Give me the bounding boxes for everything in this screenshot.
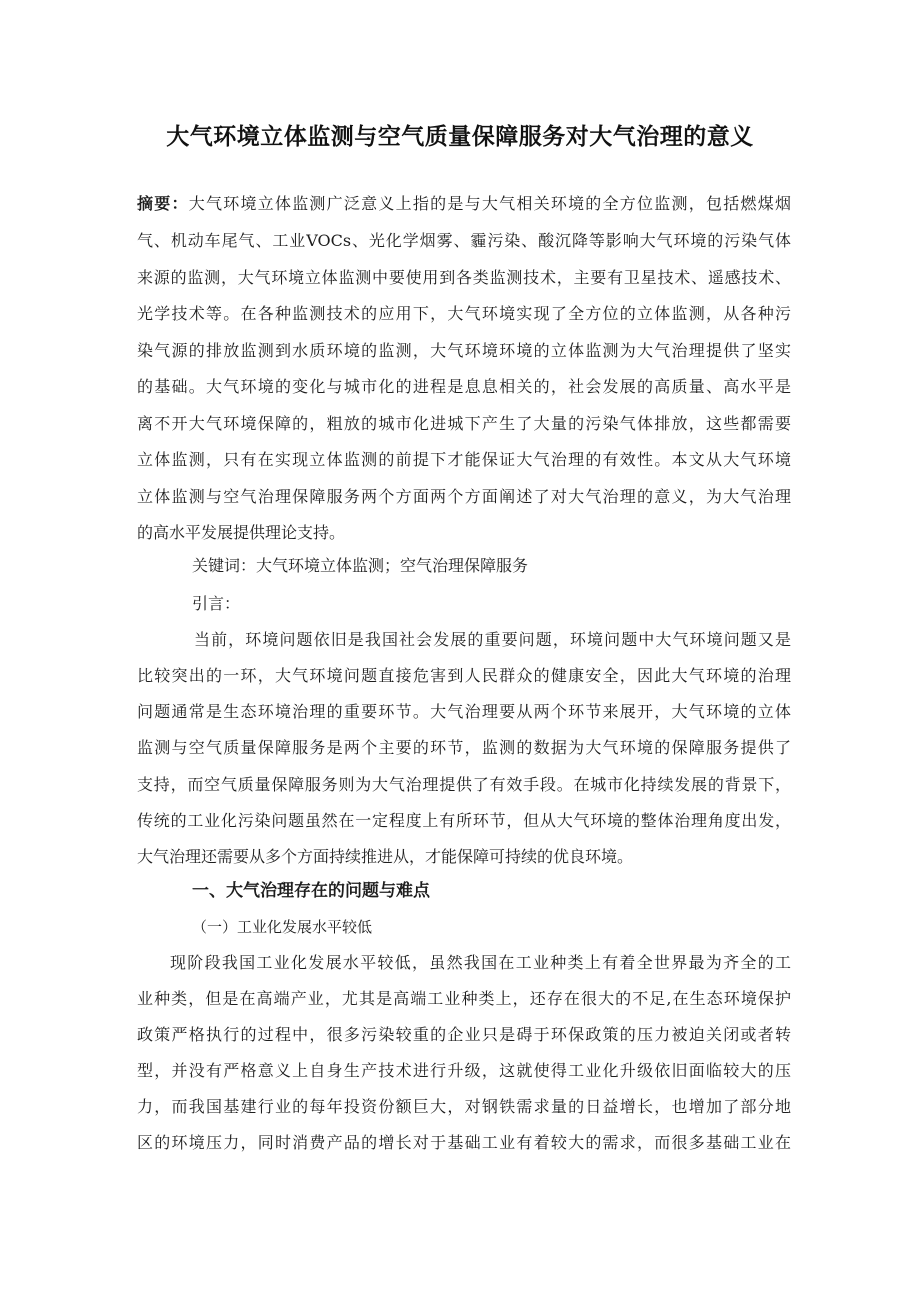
intro-line: 监测与空气质量保障服务是两个主要的环节，监测的数据为大气环境的保障服务提供了 [137,738,791,757]
section1-line: 区的环境压力，同时消费产品的增长对于基础工业有着较大的需求，而很多基础工业在 [137,1133,791,1152]
abstract-line: 立体监测与空气治理保障服务两个方面两个方面阐述了对大气治理的意义，为大气治理 [137,487,791,506]
intro-line: 当前，环境问题依旧是我国社会发展的重要问题，环境问题中大气环境问题又是 [194,630,791,649]
intro-line: 支持，而空气质量保障服务则为大气治理提供了有效手段。在城市化持续发展的背景下， [137,775,791,794]
abstract-line: 离不开大气环境保障的，粗放的城市化进城下产生了大量的污染气体排放，这些都需要 [137,414,791,433]
abstract-line: 的基础。大气环境的变化与城市化的进程是息息相关的，社会发展的高质量、高水平是 [137,377,791,396]
abstract-line: 染气源的排放监测到水质环境的监测，大气环境环境的立体监测为大气治理提供了坚实 [137,341,791,360]
intro-heading: 引言： [192,594,241,613]
section1-line: 力，而我国基建行业的每年投资份额巨大，对钢铁需求量的日益增长，也增加了部分地 [137,1097,791,1116]
abstract-line: 气、机动车尾气、工业VOCs、光化学烟雾、霾污染、酸沉降等影响大气环境的污染气体 [137,231,791,250]
intro-line: 问题通常是生态环境治理的重要环节。大气治理要从两个环节来展开，大气环境的立体 [137,702,791,721]
section1-line: 型，并没有严格意义上自身生产技术进行升级，这就使得工业化升级依旧面临较大的压 [137,1061,791,1080]
abstract-line [137,192,791,216]
abstract-line: 立体监测，只有在实现立体监测的前提下才能保证大气治理的有效性。本文从大气环境 [137,450,791,469]
document-title: 大气环境立体监测与空气质量保障服务对大气治理的意义 [166,124,754,150]
section-heading: 一、大气治理存在的问题与难点 [192,881,430,901]
intro-line: 大气治理还需要从多个方面持续推进从，才能保障可持续的优良环境。 [137,847,634,866]
keywords: 关键词：大气环境立体监测；空气治理保障服务 [192,556,529,575]
subsection-heading: （一）工业化发展水平较低 [192,918,373,936]
abstract-text: 大气环境立体监测广泛意义上指的是与大气相关环境的全方位监测，包括燃煤烟 [188,194,791,213]
abstract-line: 的高水平发展提供理论支持。 [137,523,346,542]
abstract-line: 光学技术等。在各种监测技术的应用下，大气环境实现了全方位的立体监测，从各种污 [137,304,791,323]
section1-line: 政策严格执行的过程中，很多污染较重的企业只是碍于环保政策的压力被迫关闭或者转 [137,1025,791,1044]
intro-line: 传统的工业化污染问题虽然在一定程度上有所环节，但从大气环境的整体治理角度出发， [137,811,791,830]
section1-line: 业种类，但是在高端产业，尤其是高端工业种类上，还存在很大的不足,在生态环境保护 [137,989,791,1008]
intro-line: 比较突出的一环，大气环境问题直接危害到人民群众的健康安全，因此大气环境的治理 [137,666,791,685]
section1-line: 现阶段我国工业化发展水平较低，虽然我国在工业种类上有着全世界最为齐全的工 [170,953,791,972]
abstract-line: 来源的监测，大气环境立体监测中要使用到各类监测技术，主要有卫星技术、遥感技术、 [137,268,791,287]
abstract-label: 摘要： [137,194,189,213]
